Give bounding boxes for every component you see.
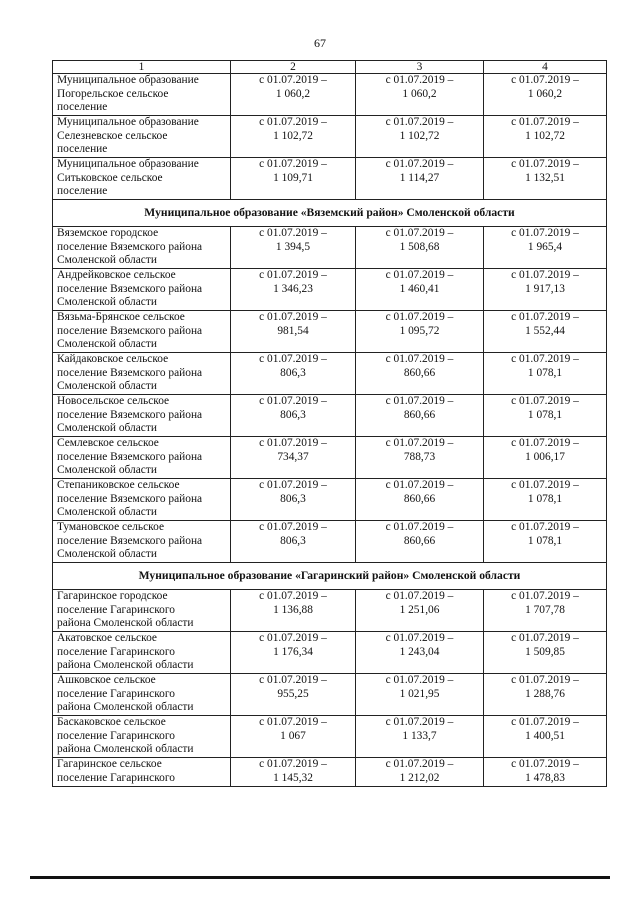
municipality-name-cell: Тумановское сельское поселение Вяземского района Смоленской области (53, 521, 231, 563)
municipality-name-cell: Акатовское сельское поселение Гагаринского района Смоленской области (53, 632, 231, 674)
value-cell-col2: с 01.07.2019 – 734,37 (231, 437, 356, 479)
section-header-row (53, 200, 607, 227)
column-header-4: 4 (484, 61, 607, 74)
value-cell-col4: с 01.07.2019 – 1 078,1 (484, 479, 607, 521)
value-cell-col4: с 01.07.2019 – 1 078,1 (484, 353, 607, 395)
value-cell-col3: с 01.07.2019 – 860,66 (356, 395, 484, 437)
municipality-name-cell: Гагаринское городское поселение Гагаринского района Смоленской области (53, 590, 231, 632)
municipality-name-cell: Вязьма-Брянское сельское поселение Вяземского района Смоленской области (53, 311, 231, 353)
municipality-name-cell: Вяземское городское поселение Вяземского района Смоленской области (53, 227, 231, 269)
value-cell-col3: с 01.07.2019 – 1 460,41 (356, 269, 484, 311)
table-row (53, 311, 607, 353)
municipality-name-cell: Муниципальное образование Погорельское сельское поселение (53, 74, 231, 116)
table-row (53, 632, 607, 674)
section-header-row (53, 563, 607, 590)
value-cell-col2: с 01.07.2019 – 1 067 (231, 716, 356, 758)
municipality-name-cell: Муниципальное образование Селезневское сельское поселение (53, 116, 231, 158)
value-cell-col3: с 01.07.2019 – 1 243,04 (356, 632, 484, 674)
value-cell-col3: с 01.07.2019 – 1 133,7 (356, 716, 484, 758)
municipality-name-cell: Кайдаковское сельское поселение Вяземского района Смоленской области (53, 353, 231, 395)
municipality-name-cell: Муниципальное образование Ситьковское сельское поселение (53, 158, 231, 200)
column-header-2: 2 (231, 61, 356, 74)
municipality-name-cell: Гагаринское сельское поселение Гагаринского (53, 758, 231, 787)
value-cell-col2: с 01.07.2019 – 806,3 (231, 521, 356, 563)
section-title: Муниципальное образование «Вяземский район» Смоленской области (53, 200, 607, 227)
table-row (53, 674, 607, 716)
value-cell-col2: с 01.07.2019 – 1 060,2 (231, 74, 356, 116)
value-cell-col3: с 01.07.2019 – 1 114,27 (356, 158, 484, 200)
municipality-name-cell: Семлевское сельское поселение Вяземского района Смоленской области (53, 437, 231, 479)
value-cell-col3: с 01.07.2019 – 788,73 (356, 437, 484, 479)
value-cell-col3: с 01.07.2019 – 1 060,2 (356, 74, 484, 116)
municipality-name-cell: Новосельское сельское поселение Вяземского района Смоленской области (53, 395, 231, 437)
value-cell-col2: с 01.07.2019 – 1 145,32 (231, 758, 356, 787)
table-row (53, 269, 607, 311)
value-cell-col2: с 01.07.2019 – 1 102,72 (231, 116, 356, 158)
value-cell-col3: с 01.07.2019 – 1 102,72 (356, 116, 484, 158)
value-cell-col3: с 01.07.2019 – 1 021,95 (356, 674, 484, 716)
value-cell-col4: с 01.07.2019 – 1 288,76 (484, 674, 607, 716)
value-cell-col4: с 01.07.2019 – 1 552,44 (484, 311, 607, 353)
page-number: 67 (314, 36, 326, 50)
table-header (53, 61, 607, 74)
table-row (53, 758, 607, 787)
value-cell-col4: с 01.07.2019 – 1 965,4 (484, 227, 607, 269)
value-cell-col3: с 01.07.2019 – 1 095,72 (356, 311, 484, 353)
value-cell-col2: с 01.07.2019 – 981,54 (231, 311, 356, 353)
municipality-name-cell: Степаниковское сельское поселение Вяземского района Смоленской области (53, 479, 231, 521)
value-cell-col2: с 01.07.2019 – 1 109,71 (231, 158, 356, 200)
value-cell-col4: с 01.07.2019 – 1 707,78 (484, 590, 607, 632)
column-header-1: 1 (53, 61, 231, 74)
table-row (53, 590, 607, 632)
value-cell-col3: с 01.07.2019 – 1 212,02 (356, 758, 484, 787)
table-row (53, 521, 607, 563)
value-cell-col2: с 01.07.2019 – 1 136,88 (231, 590, 356, 632)
section-title: Муниципальное образование «Гагаринский район» Смоленской области (53, 563, 607, 590)
table-row (53, 158, 607, 200)
tariff-table (52, 60, 607, 787)
table-row (53, 479, 607, 521)
value-cell-col3: с 01.07.2019 – 860,66 (356, 353, 484, 395)
value-cell-col4: с 01.07.2019 – 1 132,51 (484, 158, 607, 200)
municipality-name-cell: Баскаковское сельское поселение Гагаринского района Смоленской области (53, 716, 231, 758)
value-cell-col4: с 01.07.2019 – 1 509,85 (484, 632, 607, 674)
value-cell-col4: с 01.07.2019 – 1 102,72 (484, 116, 607, 158)
table-row (53, 353, 607, 395)
header-row (53, 61, 607, 74)
table-row (53, 437, 607, 479)
table-row (53, 395, 607, 437)
value-cell-col4: с 01.07.2019 – 1 917,13 (484, 269, 607, 311)
value-cell-col4: с 01.07.2019 – 1 078,1 (484, 521, 607, 563)
value-cell-col2: с 01.07.2019 – 806,3 (231, 479, 356, 521)
table-row (53, 74, 607, 116)
table-body (53, 74, 607, 787)
municipality-name-cell: Ашковское сельское поселение Гагаринского района Смоленской области (53, 674, 231, 716)
table-row (53, 716, 607, 758)
value-cell-col2: с 01.07.2019 – 806,3 (231, 353, 356, 395)
value-cell-col4: с 01.07.2019 – 1 400,51 (484, 716, 607, 758)
value-cell-col3: с 01.07.2019 – 860,66 (356, 479, 484, 521)
value-cell-col4: с 01.07.2019 – 1 478,83 (484, 758, 607, 787)
column-header-3: 3 (356, 61, 484, 74)
value-cell-col3: с 01.07.2019 – 1 251,06 (356, 590, 484, 632)
value-cell-col4: с 01.07.2019 – 1 060,2 (484, 74, 607, 116)
value-cell-col2: с 01.07.2019 – 1 176,34 (231, 632, 356, 674)
value-cell-col3: с 01.07.2019 – 860,66 (356, 521, 484, 563)
table-row (53, 116, 607, 158)
table-row (53, 227, 607, 269)
value-cell-col2: с 01.07.2019 – 806,3 (231, 395, 356, 437)
value-cell-col3: с 01.07.2019 – 1 508,68 (356, 227, 484, 269)
value-cell-col2: с 01.07.2019 – 955,25 (231, 674, 356, 716)
value-cell-col4: с 01.07.2019 – 1 006,17 (484, 437, 607, 479)
value-cell-col2: с 01.07.2019 – 1 346,23 (231, 269, 356, 311)
value-cell-col4: с 01.07.2019 – 1 078,1 (484, 395, 607, 437)
value-cell-col2: с 01.07.2019 – 1 394,5 (231, 227, 356, 269)
municipality-name-cell: Андрейковское сельское поселение Вяземского района Смоленской области (53, 269, 231, 311)
bottom-rule (30, 876, 610, 879)
